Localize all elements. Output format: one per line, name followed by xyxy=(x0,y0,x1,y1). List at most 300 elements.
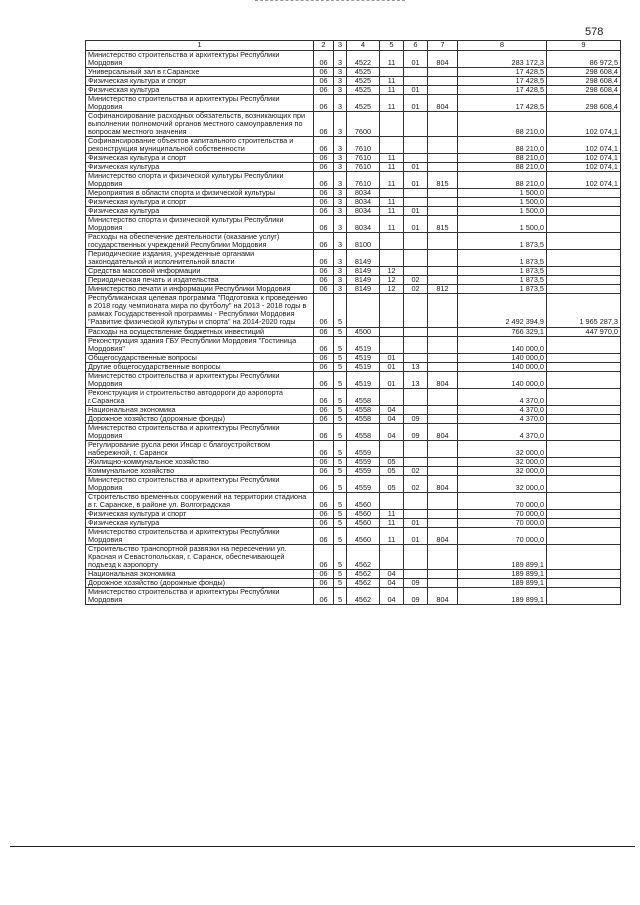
amount-2015-cell: 298 608,4 xyxy=(547,77,621,86)
subchapter-code-cell xyxy=(404,569,428,578)
table-row xyxy=(86,285,621,294)
chapter-code-cell: 11 xyxy=(380,95,404,112)
subchapter-code-cell xyxy=(404,112,428,137)
section-code-cell: 06 xyxy=(314,86,334,95)
subchapter-code-cell xyxy=(404,294,428,327)
amount-2014-cell: 88 210,0 xyxy=(458,137,547,154)
section-code-cell: 06 xyxy=(314,466,334,475)
ministry-code-cell xyxy=(428,492,458,509)
subsection-code-cell: 5 xyxy=(334,388,347,405)
ministry-code-cell xyxy=(428,276,458,285)
article-code-cell: 8149 xyxy=(347,267,380,276)
section-code-cell: 06 xyxy=(314,518,334,527)
amount-2014-cell: 1 500,0 xyxy=(458,198,547,207)
article-code-cell: 8149 xyxy=(347,285,380,294)
section-code-cell: 06 xyxy=(314,112,334,137)
subsection-code-cell: 3 xyxy=(334,216,347,233)
article-code-cell: 4560 xyxy=(347,509,380,518)
chapter-code-cell: 11 xyxy=(380,527,404,544)
subsection-code-cell: 3 xyxy=(334,198,347,207)
subchapter-code-cell: 13 xyxy=(404,362,428,371)
row-name-cell: Реконструкция и строительство автодороги до аэропорта г.Саранска xyxy=(86,388,314,405)
subchapter-code-cell: 13 xyxy=(404,371,428,388)
chapter-code-cell: 11 xyxy=(380,172,404,189)
table-row xyxy=(86,414,621,423)
subsection-code-cell: 3 xyxy=(334,189,347,198)
chapter-code-cell xyxy=(380,112,404,137)
article-code-cell: 4562 xyxy=(347,569,380,578)
amount-2014-cell: 189 899,1 xyxy=(458,544,547,569)
section-code-cell: 06 xyxy=(314,569,334,578)
subsection-code-cell: 3 xyxy=(334,276,347,285)
subchapter-code-cell: 09 xyxy=(404,423,428,440)
amount-2014-cell: 4 370,0 xyxy=(458,388,547,405)
ministry-code-cell: 804 xyxy=(428,371,458,388)
subsection-code-cell: 5 xyxy=(334,492,347,509)
amount-2014-cell: 1 873,5 xyxy=(458,250,547,267)
subsection-code-cell: 3 xyxy=(334,77,347,86)
article-code-cell: 4559 xyxy=(347,466,380,475)
row-name-cell: Средства массовой информации xyxy=(86,267,314,276)
amount-2014-cell: 17 428,5 xyxy=(458,68,547,77)
subchapter-code-cell xyxy=(404,388,428,405)
amount-2014-cell: 140 000,0 xyxy=(458,371,547,388)
article-code-cell: 4519 xyxy=(347,353,380,362)
amount-2015-cell: 102 074,1 xyxy=(547,112,621,137)
subchapter-code-cell xyxy=(404,492,428,509)
amount-2014-cell: 4 370,0 xyxy=(458,414,547,423)
row-name-cell: Физическая культура xyxy=(86,207,314,216)
subchapter-code-cell xyxy=(404,137,428,154)
chapter-code-cell: 11 xyxy=(380,154,404,163)
section-code-cell: 06 xyxy=(314,68,334,77)
article-code-cell: 8149 xyxy=(347,250,380,267)
row-name-cell: Периодическая печать и издательства xyxy=(86,276,314,285)
row-name-cell: Министерство строительства и архитектуры Республики Мордовия xyxy=(86,475,314,492)
amount-2015-cell: 102 074,1 xyxy=(547,137,621,154)
article-code-cell: 4519 xyxy=(347,362,380,371)
article-code-cell: 7610 xyxy=(347,163,380,172)
row-name-cell: Расходы на осуществление бюджетных инвестиций xyxy=(86,327,314,336)
chapter-code-cell: 04 xyxy=(380,414,404,423)
subchapter-code-cell xyxy=(404,68,428,77)
ministry-code-cell xyxy=(428,518,458,527)
column-header: 7 xyxy=(428,41,458,51)
amount-2015-cell xyxy=(547,285,621,294)
table-row xyxy=(86,68,621,77)
ministry-code-cell xyxy=(428,336,458,353)
table-row xyxy=(86,423,621,440)
amount-2015-cell xyxy=(547,569,621,578)
amount-2014-cell: 32 000,0 xyxy=(458,457,547,466)
section-code-cell: 06 xyxy=(314,405,334,414)
amount-2014-cell: 17 428,5 xyxy=(458,86,547,95)
ministry-code-cell: 812 xyxy=(428,285,458,294)
section-code-cell: 06 xyxy=(314,137,334,154)
section-code-cell: 06 xyxy=(314,327,334,336)
budget-table xyxy=(85,40,621,605)
chapter-code-cell: 11 xyxy=(380,207,404,216)
section-code-cell: 06 xyxy=(314,544,334,569)
amount-2015-cell xyxy=(547,587,621,604)
ministry-code-cell: 804 xyxy=(428,475,458,492)
section-code-cell: 06 xyxy=(314,527,334,544)
subsection-code-cell: 5 xyxy=(334,569,347,578)
article-code-cell: 7610 xyxy=(347,154,380,163)
amount-2014-cell: 189 899,1 xyxy=(458,569,547,578)
section-code-cell: 06 xyxy=(314,267,334,276)
section-code-cell: 06 xyxy=(314,95,334,112)
subsection-code-cell: 5 xyxy=(334,527,347,544)
article-code-cell: 4562 xyxy=(347,587,380,604)
subchapter-code-cell xyxy=(404,457,428,466)
article-code-cell: 4519 xyxy=(347,371,380,388)
amount-2014-cell: 1 873,5 xyxy=(458,267,547,276)
article-code-cell: 7610 xyxy=(347,137,380,154)
table-row xyxy=(86,189,621,198)
subsection-code-cell: 5 xyxy=(334,362,347,371)
article-code-cell: 8034 xyxy=(347,207,380,216)
amount-2015-cell xyxy=(547,216,621,233)
table-row xyxy=(86,207,621,216)
subsection-code-cell: 5 xyxy=(334,423,347,440)
row-name-cell: Коммунальное хозяйство xyxy=(86,466,314,475)
subchapter-code-cell: 09 xyxy=(404,414,428,423)
ministry-code-cell xyxy=(428,250,458,267)
article-code-cell: 4500 xyxy=(347,327,380,336)
ministry-code-cell: 804 xyxy=(428,587,458,604)
amount-2015-cell: 298 608,4 xyxy=(547,95,621,112)
ministry-code-cell: 815 xyxy=(428,216,458,233)
subchapter-code-cell xyxy=(404,353,428,362)
amount-2015-cell xyxy=(547,440,621,457)
amount-2014-cell: 4 370,0 xyxy=(458,405,547,414)
row-name-cell: Министерство строительства и архитектуры Республики Мордовия xyxy=(86,95,314,112)
amount-2015-cell: 447 970,0 xyxy=(547,327,621,336)
chapter-code-cell: 11 xyxy=(380,216,404,233)
subsection-code-cell: 3 xyxy=(334,250,347,267)
ministry-code-cell xyxy=(428,189,458,198)
chapter-code-cell xyxy=(380,336,404,353)
chapter-code-cell xyxy=(380,440,404,457)
subchapter-code-cell: 09 xyxy=(404,587,428,604)
subchapter-code-cell: 01 xyxy=(404,86,428,95)
subchapter-code-cell: 01 xyxy=(404,518,428,527)
subsection-code-cell: 3 xyxy=(334,267,347,276)
ministry-code-cell xyxy=(428,544,458,569)
section-code-cell: 06 xyxy=(314,587,334,604)
subsection-code-cell: 5 xyxy=(334,518,347,527)
subchapter-code-cell: 01 xyxy=(404,163,428,172)
table-row xyxy=(86,77,621,86)
section-code-cell: 06 xyxy=(314,423,334,440)
subchapter-code-cell xyxy=(404,405,428,414)
row-name-cell: Периодические издания, учрежденные органами законодательной и исполнительной власти xyxy=(86,250,314,267)
subchapter-code-cell xyxy=(404,544,428,569)
row-name-cell: Министерство строительства и архитектуры Республики Мордовия xyxy=(86,527,314,544)
ministry-code-cell xyxy=(428,233,458,250)
amount-2015-cell: 1 965 287,3 xyxy=(547,294,621,327)
ministry-code-cell xyxy=(428,414,458,423)
subsection-code-cell: 5 xyxy=(334,405,347,414)
column-header: 3 xyxy=(334,41,347,51)
subchapter-code-cell xyxy=(404,327,428,336)
chapter-code-cell xyxy=(380,137,404,154)
subsection-code-cell: 3 xyxy=(334,172,347,189)
amount-2014-cell: 1 500,0 xyxy=(458,216,547,233)
chapter-code-cell: 04 xyxy=(380,578,404,587)
table-row xyxy=(86,587,621,604)
section-code-cell: 06 xyxy=(314,440,334,457)
amount-2015-cell: 298 608,4 xyxy=(547,68,621,77)
table-row xyxy=(86,475,621,492)
subsection-code-cell: 3 xyxy=(334,86,347,95)
column-header: 6 xyxy=(404,41,428,51)
section-code-cell: 06 xyxy=(314,172,334,189)
chapter-code-cell: 11 xyxy=(380,163,404,172)
subchapter-code-cell xyxy=(404,509,428,518)
article-code-cell: 8034 xyxy=(347,198,380,207)
chapter-code-cell: 05 xyxy=(380,466,404,475)
amount-2014-cell: 32 000,0 xyxy=(458,440,547,457)
subsection-code-cell: 5 xyxy=(334,327,347,336)
table-row xyxy=(86,527,621,544)
article-code-cell: 4525 xyxy=(347,95,380,112)
table-row xyxy=(86,112,621,137)
section-code-cell: 06 xyxy=(314,163,334,172)
article-code-cell xyxy=(347,294,380,327)
ministry-code-cell xyxy=(428,198,458,207)
amount-2015-cell: 102 074,1 xyxy=(547,154,621,163)
ministry-code-cell: 815 xyxy=(428,172,458,189)
amount-2015-cell xyxy=(547,250,621,267)
chapter-code-cell: 04 xyxy=(380,423,404,440)
table-row xyxy=(86,327,621,336)
article-code-cell: 8034 xyxy=(347,189,380,198)
ministry-code-cell xyxy=(428,388,458,405)
subsection-code-cell: 5 xyxy=(334,353,347,362)
amount-2015-cell xyxy=(547,336,621,353)
subchapter-code-cell xyxy=(404,233,428,250)
row-name-cell: Министерство строительства и архитектуры Республики Мордовия xyxy=(86,587,314,604)
chapter-code-cell: 04 xyxy=(380,569,404,578)
table-row xyxy=(86,388,621,405)
ministry-code-cell xyxy=(428,163,458,172)
column-header: 4 xyxy=(347,41,380,51)
amount-2015-cell: 86 972,5 xyxy=(547,51,621,68)
chapter-code-cell: 01 xyxy=(380,371,404,388)
table-row xyxy=(86,362,621,371)
amount-2014-cell: 140 000,0 xyxy=(458,336,547,353)
amount-2014-cell: 4 370,0 xyxy=(458,423,547,440)
row-name-cell: Министерство строительства и архитектуры Республики Мордовия xyxy=(86,423,314,440)
article-code-cell: 4559 xyxy=(347,440,380,457)
row-name-cell: Физическая культура xyxy=(86,163,314,172)
subsection-code-cell: 5 xyxy=(334,457,347,466)
section-code-cell: 06 xyxy=(314,198,334,207)
chapter-code-cell: 01 xyxy=(380,362,404,371)
row-name-cell: Строительство транспортной развязки на пересечении ул. Красная и Севастопольская, г. Саранск, обеспечивающей подъезд к аэропорту xyxy=(86,544,314,569)
row-name-cell: Реконструкция здания ГБУ Республики Мордовия "Гостиница Мордовия" xyxy=(86,336,314,353)
article-code-cell: 4522 xyxy=(347,51,380,68)
section-code-cell: 06 xyxy=(314,276,334,285)
subchapter-code-cell: 01 xyxy=(404,51,428,68)
row-name-cell: Софинансирование объектов капитального строительства и реконструкция муниципальной собственности xyxy=(86,137,314,154)
table-row xyxy=(86,336,621,353)
row-name-cell: Министерство спорта и физической культуры Республики Мордовия xyxy=(86,172,314,189)
amount-2015-cell xyxy=(547,492,621,509)
section-code-cell: 06 xyxy=(314,77,334,86)
subsection-code-cell: 3 xyxy=(334,51,347,68)
row-name-cell: Другие общегосударственные вопросы xyxy=(86,362,314,371)
subchapter-code-cell xyxy=(404,440,428,457)
ministry-code-cell xyxy=(428,137,458,154)
amount-2014-cell: 17 428,5 xyxy=(458,77,547,86)
row-name-cell: Мероприятия в области спорта и физической культуры xyxy=(86,189,314,198)
ministry-code-cell xyxy=(428,466,458,475)
table-row xyxy=(86,457,621,466)
chapter-code-cell xyxy=(380,233,404,250)
article-code-cell: 4558 xyxy=(347,414,380,423)
amount-2014-cell: 70 000,0 xyxy=(458,492,547,509)
row-name-cell: Национальная экономика xyxy=(86,405,314,414)
table-row xyxy=(86,371,621,388)
section-code-cell: 06 xyxy=(314,189,334,198)
table-row xyxy=(86,137,621,154)
subsection-code-cell: 3 xyxy=(334,233,347,250)
amount-2015-cell xyxy=(547,509,621,518)
subsection-code-cell: 3 xyxy=(334,163,347,172)
amount-2014-cell: 88 210,0 xyxy=(458,112,547,137)
ministry-code-cell xyxy=(428,112,458,137)
chapter-code-cell xyxy=(380,388,404,405)
ministry-code-cell xyxy=(428,154,458,163)
amount-2014-cell: 70 000,0 xyxy=(458,509,547,518)
subchapter-code-cell xyxy=(404,154,428,163)
section-code-cell: 06 xyxy=(314,154,334,163)
ministry-code-cell xyxy=(428,509,458,518)
section-code-cell: 06 xyxy=(314,492,334,509)
section-code-cell: 06 xyxy=(314,294,334,327)
amount-2015-cell xyxy=(547,371,621,388)
article-code-cell: 4560 xyxy=(347,518,380,527)
row-name-cell: Республиканская целевая программа "Подготовка к проведению в 2018 году чемпионата мира по футболу" на 2013 - 2018 годы в рамках Государственной программы - Республики Мордовия "Развитие физической культуры и спорта" на 2014-2020 годы xyxy=(86,294,314,327)
subsection-code-cell: 5 xyxy=(334,440,347,457)
article-code-cell: 4562 xyxy=(347,578,380,587)
article-code-cell: 4519 xyxy=(347,336,380,353)
subsection-code-cell: 3 xyxy=(334,68,347,77)
chapter-code-cell xyxy=(380,189,404,198)
subchapter-code-cell xyxy=(404,250,428,267)
table-row xyxy=(86,95,621,112)
subsection-code-cell: 5 xyxy=(334,414,347,423)
chapter-code-cell: 11 xyxy=(380,51,404,68)
table-row xyxy=(86,353,621,362)
column-header: 9 xyxy=(547,41,621,51)
amount-2014-cell: 189 899,1 xyxy=(458,578,547,587)
subchapter-code-cell xyxy=(404,77,428,86)
table-row xyxy=(86,51,621,68)
amount-2014-cell: 32 000,0 xyxy=(458,475,547,492)
subsection-code-cell: 3 xyxy=(334,154,347,163)
table-row xyxy=(86,578,621,587)
subchapter-code-cell: 01 xyxy=(404,172,428,189)
ministry-code-cell xyxy=(428,440,458,457)
amount-2015-cell xyxy=(547,198,621,207)
ministry-code-cell: 804 xyxy=(428,527,458,544)
subchapter-code-cell: 01 xyxy=(404,216,428,233)
ministry-code-cell xyxy=(428,457,458,466)
table-row xyxy=(86,154,621,163)
ministry-code-cell: 804 xyxy=(428,95,458,112)
amount-2015-cell: 102 074,1 xyxy=(547,172,621,189)
article-code-cell: 4525 xyxy=(347,68,380,77)
ministry-code-cell xyxy=(428,68,458,77)
row-name-cell: Жилищно-коммунальное хозяйство xyxy=(86,457,314,466)
chapter-code-cell xyxy=(380,327,404,336)
section-code-cell: 06 xyxy=(314,475,334,492)
ministry-code-cell xyxy=(428,578,458,587)
ministry-code-cell xyxy=(428,77,458,86)
amount-2014-cell: 140 000,0 xyxy=(458,353,547,362)
row-name-cell: Физическая культура и спорт xyxy=(86,198,314,207)
subchapter-code-cell: 02 xyxy=(404,475,428,492)
row-name-cell: Физическая культура xyxy=(86,518,314,527)
chapter-code-cell: 12 xyxy=(380,285,404,294)
table-row xyxy=(86,492,621,509)
amount-2014-cell: 1 500,0 xyxy=(458,189,547,198)
amount-2015-cell xyxy=(547,207,621,216)
chapter-code-cell: 05 xyxy=(380,457,404,466)
subsection-code-cell: 3 xyxy=(334,137,347,154)
table-row xyxy=(86,233,621,250)
section-code-cell: 06 xyxy=(314,233,334,250)
amount-2014-cell: 88 210,0 xyxy=(458,154,547,163)
row-name-cell: Дорожное хозяйство (дорожные фонды) xyxy=(86,578,314,587)
ministry-code-cell xyxy=(428,86,458,95)
amount-2015-cell xyxy=(547,527,621,544)
subsection-code-cell: 5 xyxy=(334,371,347,388)
amount-2014-cell: 70 000,0 xyxy=(458,518,547,527)
section-code-cell: 06 xyxy=(314,414,334,423)
amount-2015-cell xyxy=(547,544,621,569)
section-code-cell: 06 xyxy=(314,509,334,518)
subsection-code-cell: 3 xyxy=(334,207,347,216)
amount-2015-cell xyxy=(547,457,621,466)
table-row xyxy=(86,569,621,578)
ministry-code-cell xyxy=(428,569,458,578)
table-row xyxy=(86,405,621,414)
row-name-cell: Министерство строительства и архитектуры Республики Мордовия xyxy=(86,371,314,388)
column-header: 8 xyxy=(458,41,547,51)
article-code-cell: 4562 xyxy=(347,544,380,569)
chapter-code-cell xyxy=(380,544,404,569)
row-name-cell: Регулирование русла реки Инсар с благоустройством набережной, г. Саранск xyxy=(86,440,314,457)
article-code-cell: 4560 xyxy=(347,527,380,544)
chapter-code-cell xyxy=(380,68,404,77)
section-code-cell: 06 xyxy=(314,207,334,216)
article-code-cell: 4560 xyxy=(347,492,380,509)
amount-2015-cell xyxy=(547,518,621,527)
table-row xyxy=(86,172,621,189)
section-code-cell: 06 xyxy=(314,362,334,371)
amount-2015-cell xyxy=(547,189,621,198)
column-header: 2 xyxy=(314,41,334,51)
amount-2015-cell xyxy=(547,362,621,371)
subchapter-code-cell: 02 xyxy=(404,276,428,285)
amount-2015-cell xyxy=(547,578,621,587)
amount-2014-cell: 1 873,5 xyxy=(458,276,547,285)
